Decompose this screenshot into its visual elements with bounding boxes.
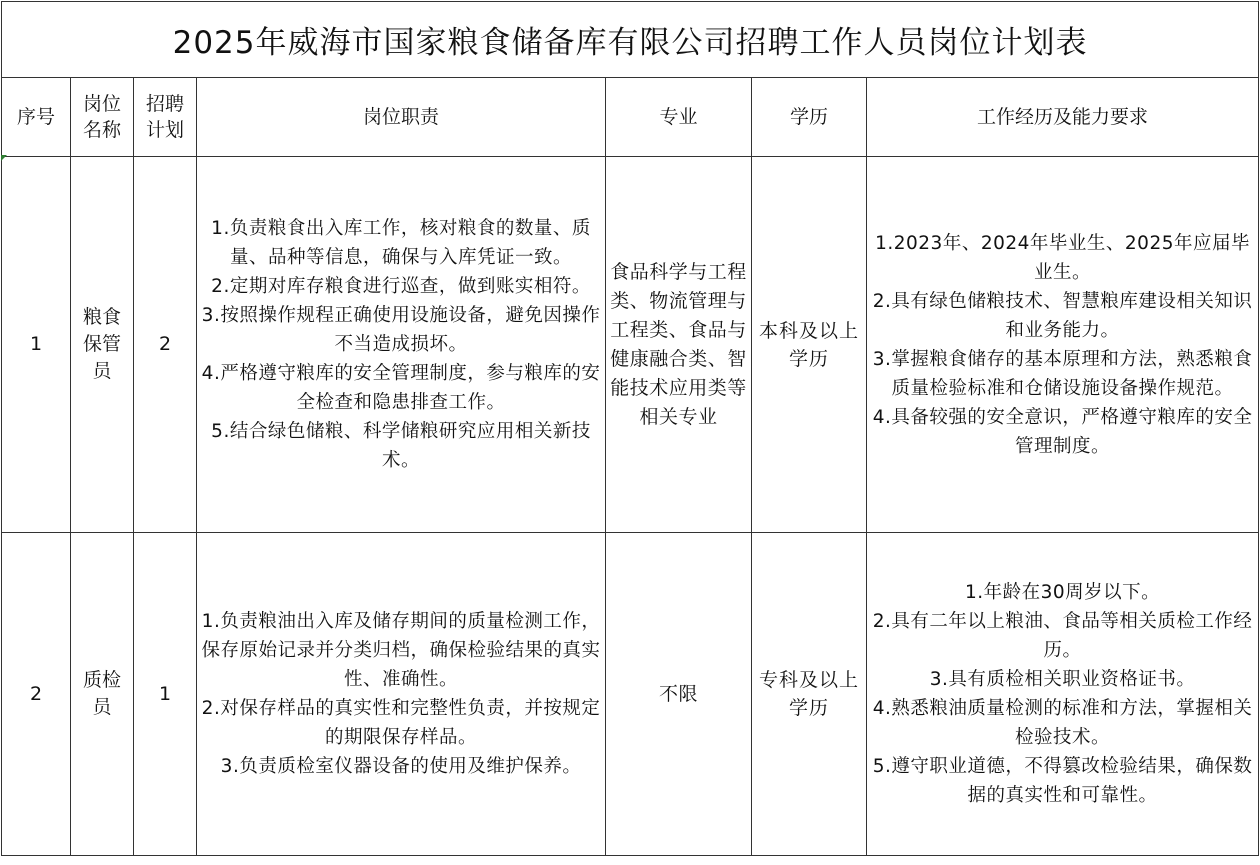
duty-item: 5.结合绿色储粮、科学储粮研究应用相关新技术。 <box>211 421 591 471</box>
row-requirements <box>867 533 1259 856</box>
duty-item: 3.负责质检室仪器设备的使用及维护保养。 <box>220 756 582 777</box>
row-education: 本科及以上学历 <box>752 157 867 533</box>
requirement-item: 2.具有绿色储粮技术、智慧粮库建设相关知识和业务能力。 <box>872 290 1253 341</box>
requirement-item: 2.具有二年以上粮油、食品等相关质检工作经历。 <box>872 611 1253 661</box>
row-major: 不限 <box>606 533 752 856</box>
row-seq: 2 <box>2 533 71 856</box>
requirement-item: 3.具有质检相关职业资格证书。 <box>929 669 1196 690</box>
header-duties: 岗位职责 <box>197 78 606 157</box>
row-position <box>71 157 134 533</box>
duty-item: 2.对保存样品的真实性和完整性负责，并按规定的期限保存样品。 <box>201 698 601 748</box>
row-plan: 1 <box>134 533 197 856</box>
recruitment-plan-table <box>1 1 1259 856</box>
row-position <box>71 533 134 856</box>
header-major: 专业 <box>606 78 752 157</box>
table-header-row <box>2 78 1259 157</box>
row-education: 专科及以上学历 <box>752 533 867 856</box>
header-position-text: 岗位名称 <box>82 93 121 141</box>
row-major: 食品科学与工程类、物流管理与工程类、食品与健康融合类、智能技术应用类等相关专业 <box>606 157 752 533</box>
row-position-text: 质检员 <box>82 669 121 718</box>
header-education: 学历 <box>752 78 867 157</box>
row-requirements <box>867 157 1259 533</box>
requirement-item: 1.2023年、2024年毕业生、2025年应届毕业生。 <box>875 232 1250 283</box>
row-position-text: 粮食保管员 <box>82 306 121 382</box>
requirement-item: 4.熟悉粮油质量检测的标准和方法，掌握相关检验技术。 <box>872 698 1253 748</box>
requirement-item: 5.遵守职业道德，不得篡改检验结果，确保数据的真实性和可靠性。 <box>872 756 1253 806</box>
header-requirements: 工作经历及能力要求 <box>867 78 1259 157</box>
requirement-item: 4.具备较强的安全意识，严格遵守粮库的安全管理制度。 <box>872 406 1253 457</box>
cell-comment-marker <box>1 155 7 161</box>
duty-item: 1.负责粮油出入库及储存期间的质量检测工作，保存原始记录并分类归档，确保检验结果的真实性、准确性。 <box>201 611 601 690</box>
duty-item: 3.按照操作规程正确使用设施设备，避免因操作不当造成损坏。 <box>201 305 601 355</box>
header-position <box>71 78 134 157</box>
row-duties <box>197 157 606 533</box>
page-title: 2025年威海市国家粮食储备库有限公司招聘工作人员岗位计划表 <box>2 2 1259 78</box>
duty-item: 2.定期对库存粮食进行巡查，做到账实相符。 <box>211 276 591 297</box>
duty-item: 1.负责粮食出入库工作，核对粮食的数量、质量、品种等信息，确保与入库凭证一致。 <box>211 218 591 268</box>
header-seq: 序号 <box>2 78 71 157</box>
row-plan: 2 <box>134 157 197 533</box>
row-seq: 1 <box>2 157 71 533</box>
requirement-item: 3.掌握粮食储存的基本原理和方法，熟悉粮食质量检验标准和仓储设施设备操作规范。 <box>872 348 1253 399</box>
header-plan-text: 招聘计划 <box>145 93 184 141</box>
duty-item: 4.严格遵守粮库的安全管理制度，参与粮库的安全检查和隐患排查工作。 <box>201 363 601 413</box>
table-row <box>2 157 1259 533</box>
requirement-item: 1.年龄在30周岁以下。 <box>964 582 1161 603</box>
header-plan <box>134 78 197 157</box>
row-duties <box>197 533 606 856</box>
table-row <box>2 533 1259 856</box>
